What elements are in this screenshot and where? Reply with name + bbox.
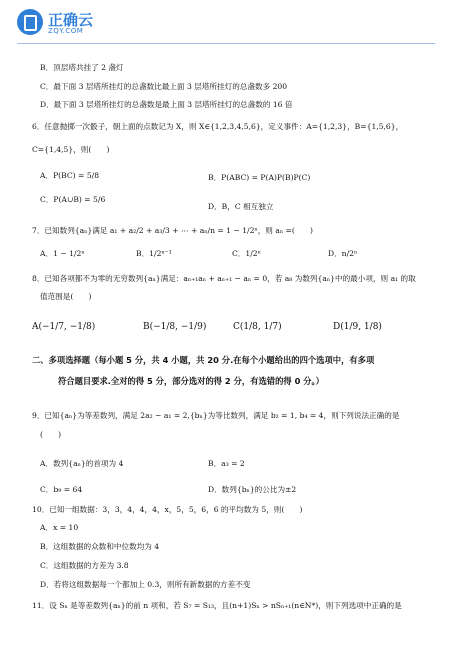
q7-option-a: A．1 − 1/2ⁿ <box>40 249 85 258</box>
q6-option-a: A．P(BC) = 5/8 <box>40 171 100 180</box>
q9-option-a: A．数列{aₙ}的首项为 4 <box>40 459 124 468</box>
q8-option-a: A(−1/7, −1/8) <box>32 322 96 332</box>
q10-option-b: B．这组数据的众数和中位数均为 4 <box>40 542 160 551</box>
brand-url: ZQY.COM <box>48 27 84 35</box>
q9-stem: 9．已知{aₙ}为等差数列，满足 2a₂ − a₁ = 2,{bₙ}为等比数列，满足 b₂ = 1, b₄ = 4，则下列说法正确的是 <box>32 411 400 420</box>
q6-option-c: C．P(A∪B) = 5/6 <box>40 195 106 204</box>
q10-option-c: C．这组数据的方差为 3.8 <box>40 561 129 570</box>
q5-option-d: D．最下面 3 层塔所挂灯的总盏数是最上面 3 层塔所挂灯的总盏数的 16 倍 <box>40 100 293 109</box>
q6-stem-cont: C={1,4,5}，则( ) <box>32 145 110 154</box>
q11-stem: 11．设 Sₙ 是等差数列{aₙ}的前 n 项和，若 S₇ = S₁₃，且(n+1)Sₙ > nSₙ₊₁(n∈N*)，则下列选项中正确的是 <box>32 601 402 610</box>
logo-icon <box>17 9 43 35</box>
q10-option-a: A．x = 10 <box>40 523 79 532</box>
q8-option-c: C(1/8, 1/7) <box>233 322 282 332</box>
q7-option-d: D．n/2ⁿ <box>328 249 358 258</box>
q9-stem-cont: ( ) <box>40 430 62 439</box>
section2-heading-cont: 符合题目要求.全对的得 5 分，部分选对的得 2 分，有选错的得 0 分。） <box>58 376 324 386</box>
q6-option-d: D．B，C 相互独立 <box>208 202 274 211</box>
q8-stem: 8．已知各项都不为零的无穷数列{aₙ}满足：aₙ₊₁aₙ + aₙ₊₁ − aₙ = 0，若 a₈ 为数列{aₙ}中的最小项，则 a₁ 的取 <box>32 274 416 283</box>
q8-option-d: D(1/9, 1/8) <box>333 322 382 332</box>
q8-option-b: B(−1/8, −1/9) <box>143 322 207 332</box>
q7-option-b: B．1/2ⁿ⁻¹ <box>136 249 172 258</box>
q10-stem: 10．已知一组数据：3，3，4，4，4，x，5，5，6，6 的平均数为 5，则( ) <box>32 505 303 514</box>
q8-stem-cont: 值范围是( ) <box>40 292 92 301</box>
q7-option-c: C．1/2ⁿ <box>232 249 261 258</box>
brand-name: 正确云 <box>48 11 94 29</box>
q9-option-b: B．a₃ = 2 <box>208 459 245 468</box>
q7-stem: 7．已知数列{aₙ}满足 a₁ + a₂/2 + a₃/3 + ⋯ + aₙ/n = 1 − 1/2ⁿ，则 aₙ =( ) <box>32 226 314 235</box>
q6-stem: 6．任意抛掷一次骰子，朝上面的点数记为 X，则 X∈{1,2,3,4,5,6}，定义事件：A={1,2,3}，B={1,5,6}， <box>32 122 404 131</box>
q10-option-d: D．若将这组数据每一个都加上 0.3，则所有新数据的方差不变 <box>40 580 251 589</box>
q5-option-b: B．顶层塔共挂了 2 盏灯 <box>40 63 124 72</box>
q9-option-d: D．数列{bₙ}的公比为±2 <box>208 485 297 494</box>
header-divider <box>17 43 435 44</box>
q5-option-c: C．最下面 3 层塔所挂灯的总盏数比最上面 3 层塔所挂灯的总盏数多 200 <box>40 82 288 91</box>
section2-heading: 二、多项选择题（每小题 5 分，共 4 小题，共 20 分.在每个小题给出的四个选项中，有多项 <box>32 355 375 365</box>
q6-option-b: B．P(ABC) = P(A)P(B)P(C) <box>208 173 311 182</box>
q9-option-c: C．b₉ = 64 <box>40 485 83 494</box>
